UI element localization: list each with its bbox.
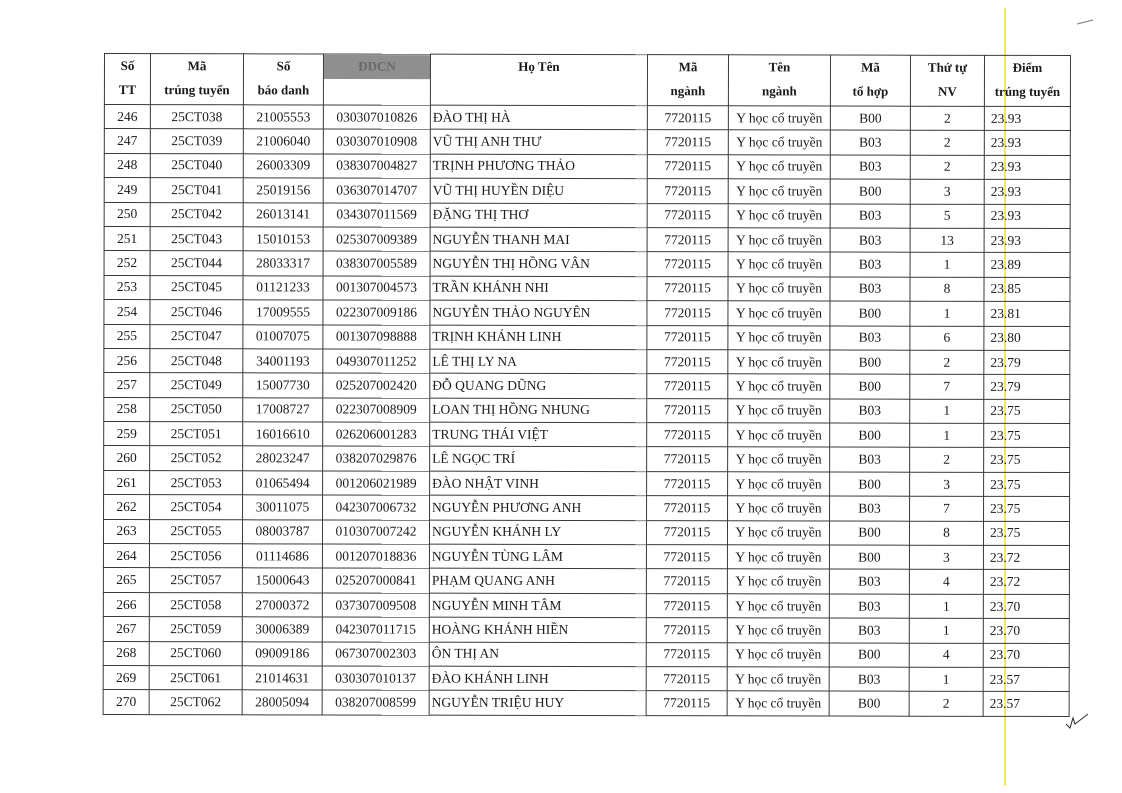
table-row xyxy=(104,348,1070,374)
cell-ma-nganh: 7720115 xyxy=(647,130,728,155)
cell-diem-trung-tuyen: 23.93 xyxy=(984,106,1070,131)
cell-so-bao-danh: 21014631 xyxy=(242,666,322,691)
cell-diem-trung-tuyen: 23.75 xyxy=(984,423,1070,448)
cell-stt: 258 xyxy=(104,397,150,421)
cell-diem-trung-tuyen: 23.89 xyxy=(984,253,1070,278)
cell-thu-tu-nv: 1 xyxy=(909,594,983,619)
cell-ma-nganh: 7720115 xyxy=(647,447,728,472)
cell-stt: 249 xyxy=(104,178,150,202)
cell-ma-nganh: 7720115 xyxy=(646,667,727,692)
cell-thu-tu-nv: 8 xyxy=(909,521,983,546)
cell-ten-nganh: Y học cổ truyền xyxy=(728,325,830,350)
cell-diem-trung-tuyen: 23.93 xyxy=(984,228,1070,253)
cell-ma-nganh: 7720115 xyxy=(646,593,727,618)
cell-thu-tu-nv: 2 xyxy=(910,131,984,156)
cell-thu-tu-nv: 3 xyxy=(910,472,984,497)
cell-ho-ten: ĐẶNG THỊ THƠ xyxy=(430,203,647,228)
cell-ho-ten: NGUYỄN KHÁNH LY xyxy=(429,520,646,545)
cell-ddcn: 030307010908 xyxy=(323,129,430,154)
cell-thu-tu-nv: 2 xyxy=(909,692,983,717)
cell-ten-nganh: Y học cổ truyền xyxy=(727,667,829,692)
cell-ddcn: 025307009389 xyxy=(323,227,430,252)
cell-diem-trung-tuyen: 23.70 xyxy=(983,594,1069,619)
cell-ho-ten: VŨ THỊ ANH THƯ xyxy=(430,130,647,155)
cell-thu-tu-nv: 2 xyxy=(910,350,984,375)
cell-ma-nganh: 7720115 xyxy=(647,252,728,277)
cell-ma-to-hop: B03 xyxy=(830,204,910,229)
cell-ho-ten: TRẦN KHÁNH NHI xyxy=(430,276,647,301)
cell-ho-ten: ÔN THỊ AN xyxy=(429,642,646,667)
cell-so-bao-danh: 15007730 xyxy=(243,373,323,398)
cell-stt: 255 xyxy=(104,324,150,348)
cell-ma-to-hop: B00 xyxy=(830,350,910,375)
cell-thu-tu-nv: 5 xyxy=(910,204,984,229)
cell-thu-tu-nv: 1 xyxy=(910,253,984,278)
table-body xyxy=(103,105,1070,717)
cell-stt: 253 xyxy=(104,275,150,299)
cell-so-bao-danh: 08003787 xyxy=(242,519,322,544)
cell-ddcn: 001206021989 xyxy=(323,471,430,496)
cell-thu-tu-nv: 7 xyxy=(910,374,984,399)
cell-ma-nganh: 7720115 xyxy=(646,569,727,594)
cell-ho-ten: PHẠM QUANG ANH xyxy=(429,569,646,594)
cell-ma-to-hop: B00 xyxy=(830,374,910,399)
cell-so-bao-danh: 30006389 xyxy=(242,617,322,642)
admission-results-sheet xyxy=(103,53,1071,717)
cell-stt: 266 xyxy=(103,592,149,616)
table-row xyxy=(103,544,1069,570)
cell-ma-to-hop: B03 xyxy=(830,399,910,424)
cell-ma-trung-tuyen: 25CT043 xyxy=(150,227,243,252)
cell-stt: 247 xyxy=(104,129,150,153)
cell-ddcn: 037307009508 xyxy=(322,593,429,618)
cell-so-bao-danh: 27000372 xyxy=(242,593,322,618)
cell-thu-tu-nv: 1 xyxy=(909,667,983,692)
cell-stt: 259 xyxy=(104,422,150,446)
cell-ho-ten: NGUYỄN THẢO NGUYÊN xyxy=(430,300,647,325)
cell-ma-trung-tuyen: 25CT058 xyxy=(149,592,242,617)
cell-ten-nganh: Y học cổ truyền xyxy=(728,472,830,497)
cell-ma-trung-tuyen: 25CT040 xyxy=(150,153,243,178)
cell-ma-to-hop: B03 xyxy=(829,594,909,619)
cell-ddcn: 038207029876 xyxy=(323,446,430,471)
header-ten-nganh: Tên ngành xyxy=(728,55,830,106)
cell-ma-trung-tuyen: 25CT044 xyxy=(150,251,243,276)
table-row xyxy=(103,665,1069,691)
cell-ma-to-hop: B00 xyxy=(829,691,909,716)
cell-ho-ten: NGUYỄN PHƯƠNG ANH xyxy=(430,495,647,520)
corner-pen-mark xyxy=(1075,14,1095,30)
cell-ho-ten: NGUYỄN THỊ HỒNG VÂN xyxy=(430,252,647,277)
table-row xyxy=(104,495,1070,521)
cell-so-bao-danh: 01065494 xyxy=(243,471,323,496)
cell-so-bao-danh: 34001193 xyxy=(243,349,323,374)
cell-ddcn: 038307004827 xyxy=(323,154,430,179)
cell-ho-ten: NGUYỄN MINH TÂM xyxy=(429,593,646,618)
cell-ma-trung-tuyen: 25CT052 xyxy=(150,446,243,471)
cell-ddcn: 010307007242 xyxy=(322,520,429,545)
cell-ma-nganh: 7720115 xyxy=(646,691,727,716)
cell-diem-trung-tuyen: 23.75 xyxy=(983,521,1069,546)
cell-ten-nganh: Y học cổ truyền xyxy=(727,594,829,619)
table-row xyxy=(103,690,1069,716)
cell-so-bao-danh: 28005094 xyxy=(242,690,322,715)
cell-ma-trung-tuyen: 25CT054 xyxy=(150,495,243,520)
cell-ma-nganh: 7720115 xyxy=(647,423,728,448)
cell-ma-to-hop: B00 xyxy=(829,521,909,546)
cell-ma-nganh: 7720115 xyxy=(647,203,728,228)
table-row xyxy=(104,470,1070,496)
cell-ho-ten: TRỊNH PHƯƠNG THẢO xyxy=(430,154,647,179)
header-diem-trung-tuyen: Điểm trúng tuyển xyxy=(984,55,1070,106)
cell-ddcn: 001307004573 xyxy=(323,276,430,301)
cell-ma-nganh: 7720115 xyxy=(646,520,727,545)
cell-ddcn: 001307098888 xyxy=(323,324,430,349)
cell-diem-trung-tuyen: 23.57 xyxy=(983,667,1069,692)
header-ddcn: ĐDCN xyxy=(323,54,430,105)
cell-stt: 256 xyxy=(104,348,150,372)
cell-ten-nganh: Y học cổ truyền xyxy=(728,179,830,204)
cell-ma-nganh: 7720115 xyxy=(647,350,728,375)
table-row xyxy=(104,373,1070,399)
cell-ten-nganh: Y học cổ truyền xyxy=(728,228,830,253)
cell-ten-nganh: Y học cổ truyền xyxy=(728,252,830,277)
cell-thu-tu-nv: 1 xyxy=(910,301,984,326)
cell-ddcn: 001207018836 xyxy=(322,544,429,569)
table-row xyxy=(104,446,1070,472)
cell-ma-trung-tuyen: 25CT039 xyxy=(150,129,243,154)
cell-ma-trung-tuyen: 25CT041 xyxy=(150,178,243,203)
cell-thu-tu-nv: 4 xyxy=(909,570,983,595)
cell-ma-to-hop: B03 xyxy=(829,667,909,692)
table-row xyxy=(104,202,1070,228)
cell-diem-trung-tuyen: 23.81 xyxy=(984,301,1070,326)
cell-diem-trung-tuyen: 23.80 xyxy=(984,326,1070,351)
cell-ma-to-hop: B03 xyxy=(830,496,910,521)
cell-diem-trung-tuyen: 23.70 xyxy=(983,619,1069,644)
cell-ma-to-hop: B00 xyxy=(829,643,909,668)
cell-ma-trung-tuyen: 25CT059 xyxy=(149,617,242,642)
cell-diem-trung-tuyen: 23.75 xyxy=(984,448,1070,473)
cell-ten-nganh: Y học cổ truyền xyxy=(728,350,830,375)
table-row xyxy=(104,251,1070,277)
cell-ma-nganh: 7720115 xyxy=(647,179,728,204)
cell-ddcn: 038307005589 xyxy=(323,251,430,276)
cell-ma-trung-tuyen: 25CT057 xyxy=(149,568,242,593)
cell-ten-nganh: Y học cổ truyền xyxy=(728,374,830,399)
cell-ten-nganh: Y học cổ truyền xyxy=(728,106,830,131)
cell-ma-to-hop: B00 xyxy=(830,179,910,204)
header-ho-ten: Họ Tên xyxy=(430,54,647,105)
cell-stt: 246 xyxy=(104,105,150,129)
cell-so-bao-danh: 17008727 xyxy=(243,397,323,422)
cell-diem-trung-tuyen: 23.75 xyxy=(984,497,1070,522)
cell-so-bao-danh: 28033317 xyxy=(243,251,323,276)
cell-ho-ten: TRUNG THÁI VIỆT xyxy=(430,422,647,447)
cell-ma-to-hop: B00 xyxy=(829,545,909,570)
table-row xyxy=(104,300,1070,326)
cell-ho-ten: NGUYỄN TÙNG LÂM xyxy=(429,544,646,569)
cell-thu-tu-nv: 7 xyxy=(910,496,984,521)
cell-ma-to-hop: B03 xyxy=(829,569,909,594)
cell-so-bao-danh: 26003309 xyxy=(243,154,323,179)
cell-stt: 268 xyxy=(103,641,149,665)
cell-stt: 250 xyxy=(104,202,150,226)
cell-ho-ten: LÊ THỊ LY NA xyxy=(430,349,647,374)
cell-diem-trung-tuyen: 23.79 xyxy=(984,375,1070,400)
table-row xyxy=(103,592,1069,618)
cell-thu-tu-nv: 1 xyxy=(910,399,984,424)
cell-diem-trung-tuyen: 23.72 xyxy=(983,570,1069,595)
cell-diem-trung-tuyen: 23.70 xyxy=(983,643,1069,668)
header-thu-tu-nv: Thứ tự NV xyxy=(910,55,984,106)
cell-ho-ten: NGUYỄN TRIỆU HUY xyxy=(429,691,646,716)
table-row xyxy=(104,129,1070,155)
cell-ma-trung-tuyen: 25CT042 xyxy=(150,202,243,227)
cell-diem-trung-tuyen: 23.75 xyxy=(984,399,1070,424)
cell-ma-to-hop: B00 xyxy=(830,472,910,497)
cell-ddcn: 030307010826 xyxy=(323,105,430,130)
cell-ho-ten: TRỊNH KHÁNH LINH xyxy=(430,325,647,350)
cell-so-bao-danh: 09009186 xyxy=(242,641,322,666)
cell-ten-nganh: Y học cổ truyền xyxy=(728,496,830,521)
cell-ma-to-hop: B03 xyxy=(830,252,910,277)
cell-ma-nganh: 7720115 xyxy=(646,618,727,643)
cell-thu-tu-nv: 13 xyxy=(910,228,984,253)
cell-ddcn: 026206001283 xyxy=(323,422,430,447)
cell-thu-tu-nv: 1 xyxy=(909,618,983,643)
cell-ddcn: 025207000841 xyxy=(322,568,429,593)
cell-ddcn: 049307011252 xyxy=(323,349,430,374)
table-row xyxy=(103,519,1069,545)
cell-ma-trung-tuyen: 25CT048 xyxy=(150,349,243,374)
cell-ddcn: 038207008599 xyxy=(322,690,429,715)
cell-ten-nganh: Y học cổ truyền xyxy=(728,155,830,180)
cell-ma-nganh: 7720115 xyxy=(647,154,728,179)
cell-thu-tu-nv: 1 xyxy=(910,423,984,448)
cell-stt: 267 xyxy=(103,617,149,641)
cell-stt: 260 xyxy=(104,446,150,470)
cell-ma-trung-tuyen: 25CT047 xyxy=(150,324,243,349)
cell-diem-trung-tuyen: 23.93 xyxy=(984,180,1070,205)
cell-so-bao-danh: 15000643 xyxy=(242,568,322,593)
cell-ma-nganh: 7720115 xyxy=(646,642,727,667)
cell-stt: 270 xyxy=(103,690,149,714)
cell-ho-ten: ĐÀO THỊ HÀ xyxy=(430,105,647,130)
cell-stt: 265 xyxy=(103,568,149,592)
cell-thu-tu-nv: 6 xyxy=(910,326,984,351)
table-row xyxy=(104,275,1070,301)
cell-so-bao-danh: 01114686 xyxy=(242,544,322,569)
cell-ddcn: 036307014707 xyxy=(323,178,430,203)
header-ma-to-hop: Mã tổ hợp xyxy=(830,55,910,106)
cell-ma-trung-tuyen: 25CT049 xyxy=(150,373,243,398)
cell-diem-trung-tuyen: 23.85 xyxy=(984,277,1070,302)
signature-tick-mark xyxy=(1064,704,1094,734)
cell-diem-trung-tuyen: 23.93 xyxy=(984,131,1070,156)
header-ma-trung-tuyen: Mã trúng tuyển xyxy=(150,54,243,105)
cell-ten-nganh: Y học cổ truyền xyxy=(727,642,829,667)
header-so-bao-danh: Số báo danh xyxy=(243,54,323,105)
cell-ten-nganh: Y học cổ truyền xyxy=(727,691,829,716)
cell-ten-nganh: Y học cổ truyền xyxy=(728,447,830,472)
cell-diem-trung-tuyen: 23.93 xyxy=(984,155,1070,180)
cell-so-bao-danh: 17009555 xyxy=(243,300,323,325)
admission-results-table xyxy=(103,53,1071,717)
cell-diem-trung-tuyen: 23.57 xyxy=(983,692,1069,717)
table-row xyxy=(104,178,1070,204)
cell-ten-nganh: Y học cổ truyền xyxy=(728,203,830,228)
cell-ma-trung-tuyen: 25CT045 xyxy=(150,275,243,300)
cell-stt: 269 xyxy=(103,665,149,689)
cell-ho-ten: ĐÀO NHẬT VINH xyxy=(430,471,647,496)
cell-ddcn: 034307011569 xyxy=(323,203,430,228)
cell-ddcn: 022307009186 xyxy=(323,300,430,325)
cell-ten-nganh: Y học cổ truyền xyxy=(728,130,830,155)
cell-ddcn: 042307011715 xyxy=(322,617,429,642)
cell-ma-to-hop: B03 xyxy=(830,277,910,302)
cell-so-bao-danh: 26013141 xyxy=(243,202,323,227)
cell-stt: 264 xyxy=(103,544,149,568)
cell-thu-tu-nv: 2 xyxy=(910,106,984,131)
cell-ma-to-hop: B00 xyxy=(830,423,910,448)
table-row xyxy=(103,568,1069,594)
cell-so-bao-danh: 16016610 xyxy=(243,422,323,447)
table-row xyxy=(104,324,1070,350)
table-row xyxy=(104,422,1070,448)
cell-ma-nganh: 7720115 xyxy=(647,398,728,423)
cell-thu-tu-nv: 2 xyxy=(910,448,984,473)
cell-ten-nganh: Y học cổ truyền xyxy=(727,569,829,594)
cell-stt: 262 xyxy=(104,495,150,519)
cell-ho-ten: ĐÀO KHÁNH LINH xyxy=(429,666,646,691)
cell-so-bao-danh: 01007075 xyxy=(243,324,323,349)
cell-ma-nganh: 7720115 xyxy=(647,276,728,301)
cell-ddcn: 067307002303 xyxy=(322,642,429,667)
cell-ma-nganh: 7720115 xyxy=(647,228,728,253)
cell-thu-tu-nv: 3 xyxy=(910,179,984,204)
cell-stt: 254 xyxy=(104,300,150,324)
header-ma-nganh: Mã ngành xyxy=(647,55,728,106)
header-stt: Số TT xyxy=(104,54,150,105)
cell-ten-nganh: Y học cổ truyền xyxy=(727,545,829,570)
cell-ma-nganh: 7720115 xyxy=(647,496,728,521)
cell-ten-nganh: Y học cổ truyền xyxy=(728,398,830,423)
cell-stt: 263 xyxy=(103,519,149,543)
cell-ten-nganh: Y học cổ truyền xyxy=(728,301,830,326)
cell-ddcn: 042307006732 xyxy=(323,495,430,520)
table-row xyxy=(103,617,1069,643)
cell-ten-nganh: Y học cổ truyền xyxy=(728,277,830,302)
table-header-row xyxy=(104,54,1070,107)
cell-so-bao-danh: 15010153 xyxy=(243,227,323,252)
cell-ma-trung-tuyen: 25CT053 xyxy=(150,470,243,495)
cell-so-bao-danh: 01121233 xyxy=(243,276,323,301)
table-row xyxy=(104,397,1070,423)
cell-ma-nganh: 7720115 xyxy=(646,545,727,570)
cell-ma-nganh: 7720115 xyxy=(647,325,728,350)
cell-thu-tu-nv: 8 xyxy=(910,277,984,302)
cell-diem-trung-tuyen: 23.72 xyxy=(983,545,1069,570)
cell-stt: 257 xyxy=(104,373,150,397)
cell-ma-trung-tuyen: 25CT038 xyxy=(150,105,243,130)
table-row xyxy=(104,226,1070,252)
cell-ma-to-hop: B00 xyxy=(830,301,910,326)
cell-ten-nganh: Y học cổ truyền xyxy=(728,423,830,448)
cell-ddcn: 030307010137 xyxy=(322,666,429,691)
cell-ma-to-hop: B03 xyxy=(830,447,910,472)
cell-diem-trung-tuyen: 23.93 xyxy=(984,204,1070,229)
table-row xyxy=(104,105,1070,131)
cell-ma-nganh: 7720115 xyxy=(647,106,728,131)
cell-thu-tu-nv: 2 xyxy=(910,155,984,180)
cell-ma-trung-tuyen: 25CT061 xyxy=(149,666,242,691)
cell-ho-ten: NGUYỄN THANH MAI xyxy=(430,227,647,252)
cell-ma-to-hop: B03 xyxy=(830,130,910,155)
cell-ho-ten: VŨ THỊ HUYỀN DIỆU xyxy=(430,178,647,203)
cell-ma-trung-tuyen: 25CT056 xyxy=(149,544,242,569)
cell-diem-trung-tuyen: 23.79 xyxy=(984,350,1070,375)
cell-ma-to-hop: B03 xyxy=(829,618,909,643)
cell-ma-nganh: 7720115 xyxy=(647,301,728,326)
cell-so-bao-danh: 21005553 xyxy=(243,105,323,130)
cell-so-bao-danh: 30011075 xyxy=(243,495,323,520)
cell-ma-trung-tuyen: 25CT060 xyxy=(149,641,242,666)
cell-so-bao-danh: 28023247 xyxy=(243,446,323,471)
cell-ho-ten: LOAN THỊ HỒNG NHUNG xyxy=(430,398,647,423)
cell-ma-trung-tuyen: 25CT050 xyxy=(150,397,243,422)
cell-ten-nganh: Y học cổ truyền xyxy=(727,520,829,545)
table-row xyxy=(103,641,1069,667)
table-row xyxy=(104,153,1070,179)
cell-stt: 248 xyxy=(104,153,150,177)
cell-ma-to-hop: B03 xyxy=(830,326,910,351)
cell-ddcn: 025207002420 xyxy=(323,373,430,398)
cell-ma-trung-tuyen: 25CT046 xyxy=(150,300,243,325)
cell-stt: 261 xyxy=(104,470,150,494)
cell-thu-tu-nv: 4 xyxy=(909,643,983,668)
cell-ma-nganh: 7720115 xyxy=(647,471,728,496)
cell-ho-ten: ĐỖ QUANG DŨNG xyxy=(430,373,647,398)
cell-stt: 251 xyxy=(104,226,150,250)
cell-ddcn: 022307008909 xyxy=(323,398,430,423)
cell-ma-trung-tuyen: 25CT051 xyxy=(150,422,243,447)
cell-ho-ten: LÊ NGỌC TRÍ xyxy=(430,447,647,472)
cell-so-bao-danh: 21006040 xyxy=(243,129,323,154)
cell-ma-to-hop: B03 xyxy=(830,228,910,253)
cell-thu-tu-nv: 3 xyxy=(909,545,983,570)
cell-ma-trung-tuyen: 25CT055 xyxy=(149,519,242,544)
cell-diem-trung-tuyen: 23.75 xyxy=(984,472,1070,497)
cell-ho-ten: HOÀNG KHÁNH HIỀN xyxy=(429,617,646,642)
cell-ten-nganh: Y học cổ truyền xyxy=(727,618,829,643)
cell-so-bao-danh: 25019156 xyxy=(243,178,323,203)
cell-stt: 252 xyxy=(104,251,150,275)
cell-ma-nganh: 7720115 xyxy=(647,374,728,399)
cell-ma-to-hop: B00 xyxy=(830,106,910,131)
cell-ma-to-hop: B03 xyxy=(830,155,910,180)
cell-ma-trung-tuyen: 25CT062 xyxy=(149,690,242,715)
